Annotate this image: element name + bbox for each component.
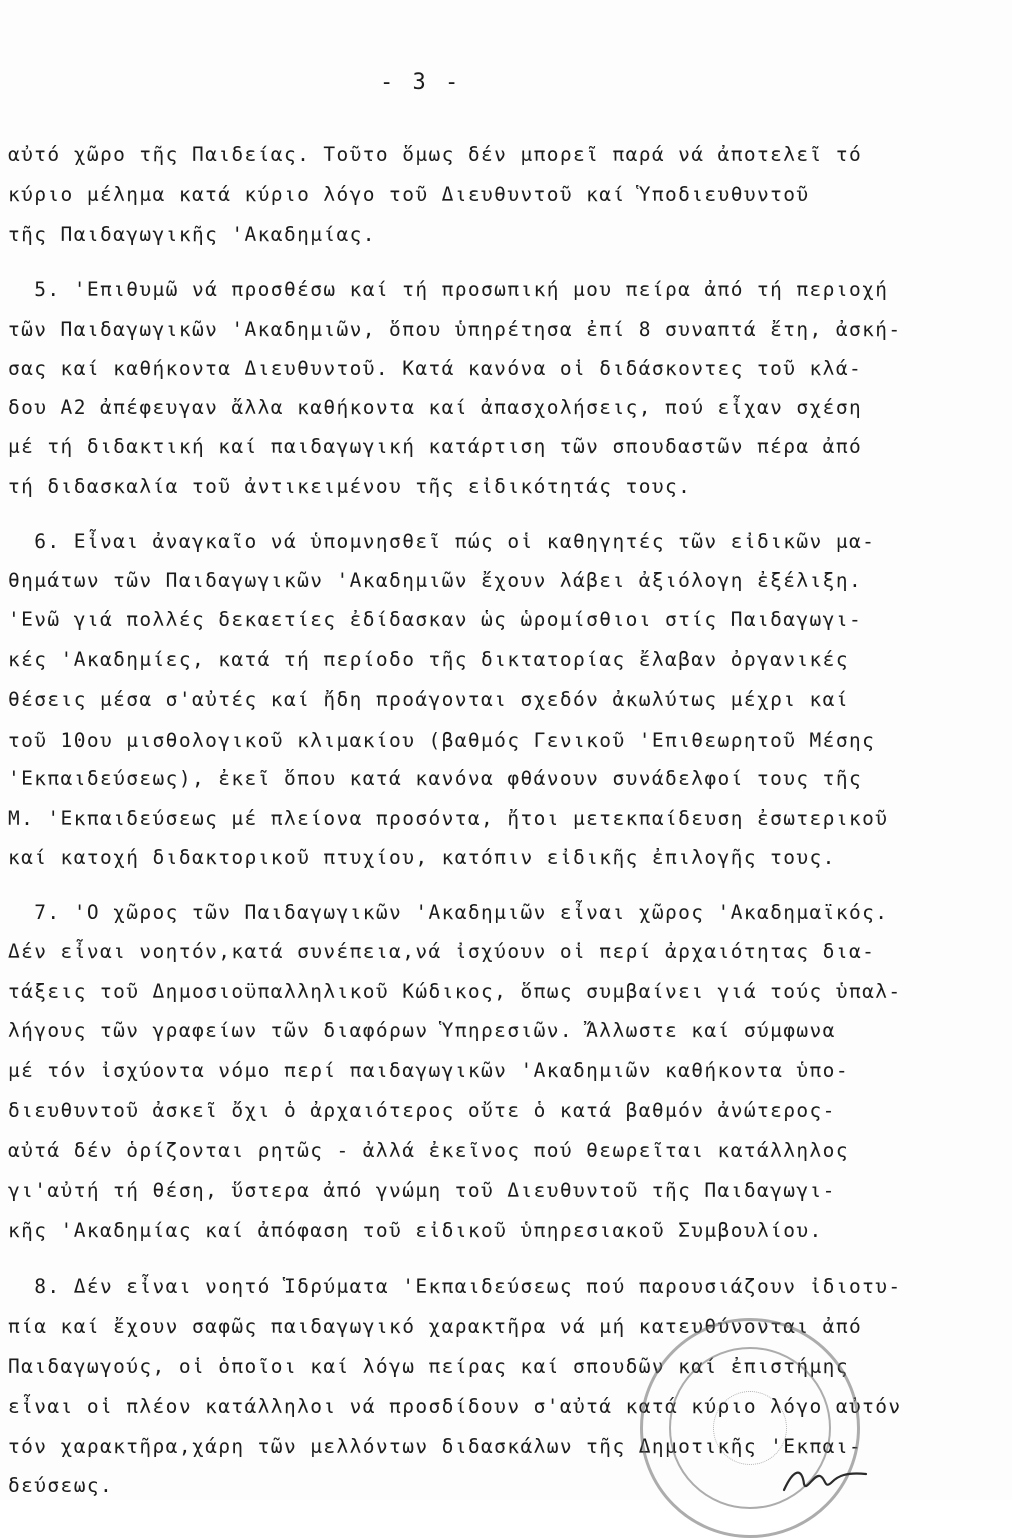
text-line: 'Ενῶ γιά πολλές δεκαετίες ἐδίδασκαν ὡς ὡρομίσθιοι στίς Παιδαγωγι- (8, 608, 863, 631)
page-number: - 3 - (380, 70, 462, 95)
text-line: κύριο μέλημα κατά κύριο λόγο τοῦ Διευθυντοῦ καί Ὑποδιευθυντοῦ (8, 183, 810, 206)
text-line: τάξεις τοῦ Δημοσιοϋπαλληλικοῦ Κώδικος, ὅπως συμβαίνει γιά τούς ὑπαλ- (8, 980, 902, 1003)
text-line: 6. Εἶναι ἀναγκαῖο νά ὑπομνησθεῖ πώς οἱ καθηγητές τῶν εἰδικῶν μα- (8, 530, 876, 553)
text-line: τῶν Παιδαγωγικῶν 'Ακαδημιῶν, ὅπου ὑπηρέτησα ἐπί 8 συναπτά ἔτη, ἀσκή- (8, 318, 902, 341)
text-line: κές 'Ακαδημίες, κατά τή περίοδο τῆς δικτατορίας ἔλαβαν ὀργανικές (8, 648, 849, 671)
text-line: τή διδασκαλία τοῦ ἀντικειμένου τῆς εἰδικότητάς τους. (8, 475, 692, 498)
text-line: μέ τόν ἰσχύοντα νόμο περί παιδαγωγικῶν 'Ακαδημιῶν καθήκοντα ὑπο- (8, 1059, 849, 1082)
text-line: σας καί καθήκοντα Διευθυντοῦ. Κατά κανόνα οἱ διδάσκοντες τοῦ κλά- (8, 357, 863, 380)
text-line: δεύσεως. (8, 1474, 114, 1497)
text-line: αὐτά δέν ὁρίζονται ρητῶς - ἀλλά ἐκεῖνος πού θεωρεῖται κατάλληλος (8, 1139, 849, 1162)
text-line: 'Εκπαιδεύσεως), ἐκεῖ ὅπου κατά κανόνα φθάνουν συνάδελφοί τους τῆς (8, 767, 863, 790)
text-line: δου Α2 ἀπέφευγαν ἄλλα καθήκοντα καί ἀπασχολήσεις, πού εἶχαν σχέση (8, 396, 863, 419)
handwritten-signature (780, 1462, 870, 1498)
text-line: τόν χαρακτῆρα,χάρη τῶν μελλόντων διδασκάλων τῆς Δημοτικῆς 'Εκπαι- (8, 1435, 863, 1458)
text-line: κῆς 'Ακαδημίας καί ἀπόφαση τοῦ εἰδικοῦ ὑπηρεσιακοῦ Συμβουλίου. (8, 1219, 823, 1242)
text-line: μέ τή διδακτική καί παιδαγωγική κατάρτιση τῶν σπουδαστῶν πέρα ἀπό (8, 435, 863, 458)
text-line: τοῦ 10ου μισθολογικοῦ κλιμακίου (βαθμός Γενικοῦ 'Επιθεωρητοῦ Μέσης (8, 729, 876, 752)
text-line: θημάτων τῶν Παιδαγωγικῶν 'Ακαδημιῶν ἔχουν λάβει ἀξιόλογη ἐξέλιξη. (8, 569, 863, 592)
text-line: 7. 'Ο χῶρος τῶν Παιδαγωγικῶν 'Ακαδημιῶν εἶναι χῶρος 'Ακαδημαϊκός. (8, 901, 889, 924)
official-stamp (640, 1318, 860, 1538)
text-line: τῆς Παιδαγωγικῆς 'Ακαδημίας. (8, 223, 376, 246)
text-line: Μ. 'Εκπαιδεύσεως μέ πλείονα προσόντα, ἤτοι μετεκπαίδευση ἐσωτερικοῦ (8, 807, 889, 830)
text-line: Παιδαγωγούς, οἱ ὁποῖοι καί λόγω πείρας καί σπουδῶν καί ἐπιστήμης (8, 1355, 849, 1378)
text-line: αὐτό χῶρο τῆς Παιδείας. Τοῦτο ὅμως δέν μπορεῖ παρά νά ἀποτελεῖ τό (8, 143, 863, 166)
text-line: λήγους τῶν γραφείων τῶν διαφόρων Ὑπηρεσιῶν. Ἄλλωστε καί σύμφωνα (8, 1019, 836, 1042)
text-line: πία καί ἔχουν σαφῶς παιδαγωγικό χαρακτῆρα νά μή κατευθύνονται ἀπό (8, 1315, 863, 1338)
text-line: 5. 'Επιθυμῶ νά προσθέσω καί τή προσωπική μου πείρα ἀπό τή περιοχή (8, 278, 889, 301)
text-line: διευθυντοῦ ἀσκεῖ ὄχι ὁ ἀρχαιότερος οὔτε ὁ κατά βαθμόν ἀνώτερος- (8, 1099, 836, 1122)
text-line: γι'αὐτή τή θέση, ὕστερα ἀπό γνώμη τοῦ Διευθυντοῦ τῆς Παιδαγωγι- (8, 1179, 836, 1202)
text-line: καί κατοχή διδακτορικοῦ πτυχίου, κατόπιν εἰδικῆς ἐπιλογῆς τους. (8, 846, 836, 869)
text-line: θέσεις μέσα σ'αὐτές καί ἤδη προάγονται σχεδόν ἀκωλύτως μέχρι καί (8, 688, 849, 711)
text-line: Δέν εἶναι νοητόν,κατά συνέπεια,νά ἰσχύουν οἱ περί ἀρχαιότητας δια- (8, 940, 876, 963)
text-line: εἶναι οἱ πλέον κατάλληλοι νά προσδίδουν σ'αὐτά κατά κύριο λόγο αὐτόν (8, 1395, 902, 1418)
text-line: 8. Δέν εἶναι νοητό Ἱδρύματα 'Εκπαιδεύσεως πού παρουσιάζουν ἰδιοτυ- (8, 1275, 902, 1298)
